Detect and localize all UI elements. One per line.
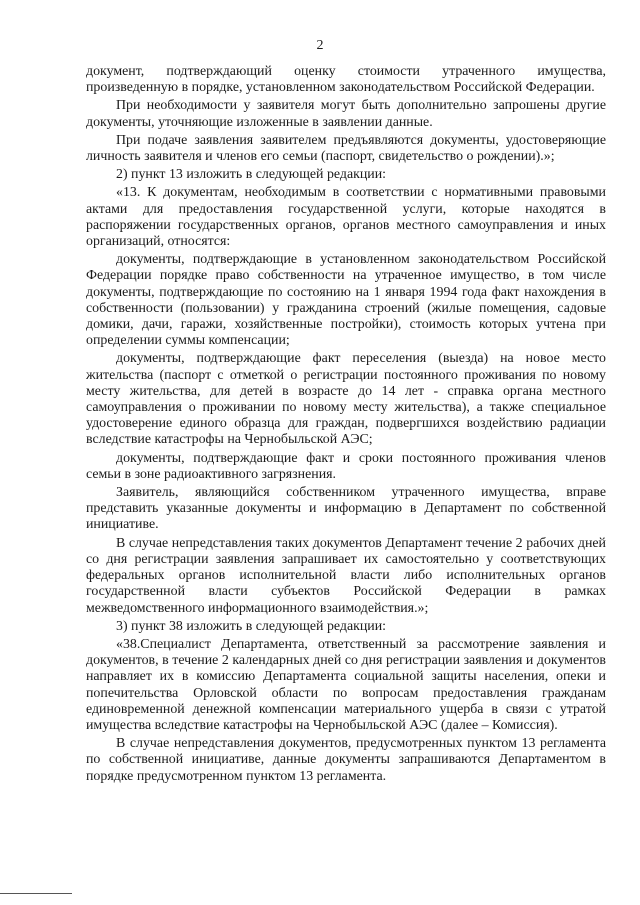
paragraph-12: «38.Специалист Департамента, ответственный за рассмотрение заявления и документов, в течение 2 календарных дней со дня регистрации заявления и документов направляет их в комиссию Департамента социальной защиты населения, опеки и попечительства Орловской области по вопросам предоставления гражданам единовременной денежной компенсации материального ущерба в связи с утратой имущества вследствие катастрофы на Чернобыльской АЭС (далее – Комиссия).: [86, 636, 606, 733]
paragraph-2: При необходимости у заявителя могут быть дополнительно запрошены другие документы, уточняющие изложенные в заявлении данные.: [86, 98, 606, 130]
paragraph-6: документы, подтверждающие в установленном законодательством Российской Федерации порядке право собственности на утраченное имущество, в том числе документы, подтверждающие по состоянию на 1 января 1994 года факт нахождения в собственности (пользовании) у гражданина строений (жилые помещения, садовые домики, дачи, гаражи, хозяйственные постройки), стоимость которых учтена при определении суммы компенсации;: [86, 252, 606, 349]
paragraph-7: документы, подтверждающие факт переселения (выезда) на новое место жительства (паспорт с отметкой о регистрации постоянного проживания по новому месту жительства, для детей в возрасте до 14 лет - справка органа местного самоуправления о проживании по новому месту жительства), а также специальное удостоверение единого образца для граждан, подвергшихся воздействию радиации вследствие катастрофы на Чернобыльской АЭС;: [86, 351, 606, 448]
paragraph-3: При подаче заявления заявителем предъявляются документы, удостоверяющие личность заявителя и членов его семьи (паспорт, свидетельство о рождении).»;: [86, 132, 606, 165]
paragraph-10: В случае непредставления таких документов Департамент течение 2 рабочих дней со дня регистрации заявления запрашивает их самостоятельно у соответствующих федеральных органов исполнительной власти либо исполнительных органов государственной власти субъектов Российской Федерации в рамках межведомственного информационного взаимодействия.»;: [86, 535, 606, 616]
paragraph-5: «13. К документам, необходимым в соответствии с нормативными правовыми актами для предоставления государственной услуги, которые находятся в распоряжении государственных органов, органов местного самоуправления и иных организаций, относятся:: [86, 185, 606, 250]
scan-edge-line: [0, 893, 72, 894]
paragraph-8: документы, подтверждающие факт и сроки постоянного проживания членов семьи в зоне радиоактивного загрязнения.: [86, 450, 606, 482]
page-number: 2: [316, 38, 324, 53]
paragraph-1: документ, подтверждающий оценку стоимости утраченного имущества, произведенную в порядке, установленном законодательством Российской Федерации.: [86, 64, 606, 96]
paragraph-9: Заявитель, являющийся собственником утраченного имущества, вправе представить указанные документы и информацию в Департамент по собственной инициативе.: [86, 485, 606, 533]
document-body: [86, 64, 606, 787]
paragraph-4: 2) пункт 13 изложить в следующей редакции:: [116, 167, 387, 183]
paragraph-11: 3) пункт 38 изложить в следующей редакции:: [116, 618, 387, 634]
paragraph-13: В случае непредставления документов, предусмотренных пунктом 13 регламента по собственной инициативе, данные документы запрашиваются Департаментом в порядке предусмотренном пунктом 13 регламента.: [86, 736, 606, 784]
